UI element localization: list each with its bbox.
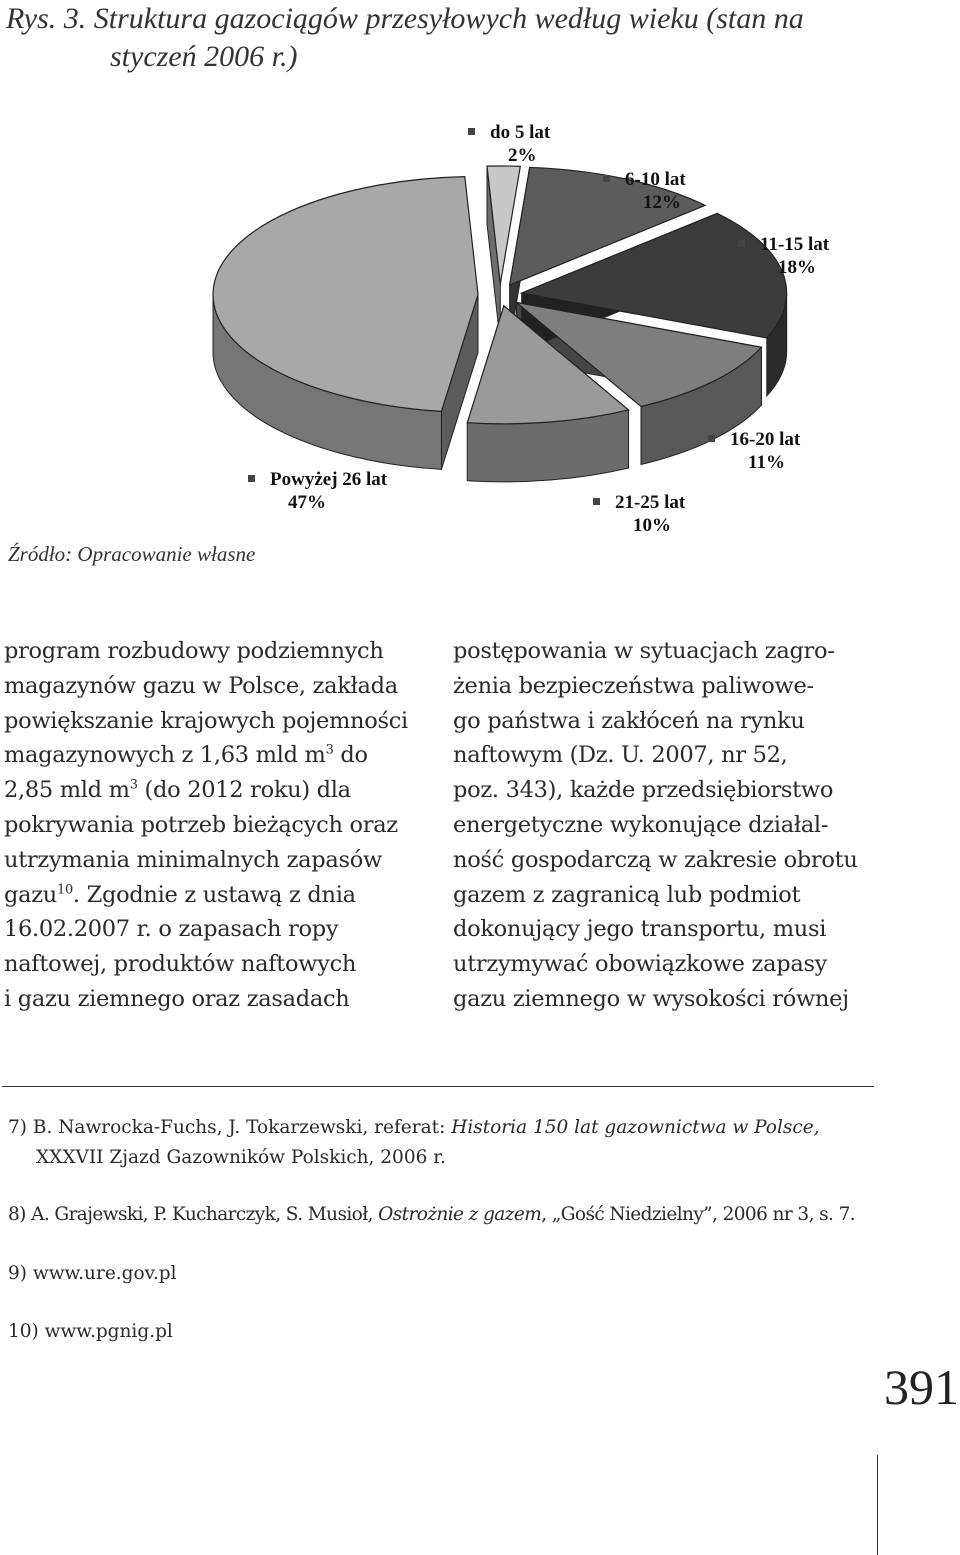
- pie-label-name: 16-20 lat: [730, 429, 801, 450]
- footnote-separator: [2, 1086, 874, 1087]
- margin-rule: [877, 1455, 878, 1555]
- pie-label-value: 12%: [643, 192, 681, 213]
- text-column-left: [4, 634, 434, 1017]
- body-line: utrzymania minimalnych zapasów: [4, 846, 382, 873]
- pie-label-name: 11-15 lat: [760, 234, 830, 255]
- legend-marker: [708, 435, 715, 442]
- body-line: 16.02.2007 r. o zapasach ropy: [4, 916, 339, 943]
- legend-marker: [248, 475, 255, 482]
- pie-label-name: 6-10 lat: [625, 169, 686, 190]
- pie-label-value: 2%: [508, 145, 537, 166]
- body-line: program rozbudowy podziemnych: [4, 638, 384, 664]
- pie-label-value: 10%: [633, 515, 671, 536]
- body-line: energetyczne wykonujące działal-: [453, 811, 829, 838]
- body-line: magazynów gazu w Polsce, zakłada: [4, 672, 398, 699]
- footnote-8: 8) A. Grajewski, P. Kucharczyk, S. Musioł, Ostrożnie z gazem, „Gość Niedzielny”, 2006 nr 3, s. 7.: [8, 1204, 856, 1225]
- body-line: pokrywania potrzeb bieżących oraz: [4, 811, 398, 838]
- legend-marker: [603, 175, 610, 182]
- caption-line-1: Rys. 3. Struktura gazociągów przesyłowych według wieku (stan na: [6, 2, 804, 35]
- body-line: naftowym (Dz. U. 2007, nr 52,: [453, 742, 788, 769]
- pie-label: [593, 492, 686, 536]
- body-line: i gazu ziemnego oraz zasadach: [4, 985, 350, 1012]
- pie-label: [468, 122, 551, 166]
- source-note: Źródło: Opracowanie własne: [8, 542, 256, 566]
- legend-marker: [468, 128, 475, 135]
- legend-marker: [738, 240, 745, 247]
- footnote-ref-10[interactable]: 10: [56, 882, 73, 898]
- pie-label-name: 21-25 lat: [615, 492, 686, 513]
- body-line: żenia bezpieczeństwa paliwowe-: [453, 672, 814, 699]
- body-line: magazynowych z 1,63 mld $m^3$ do: [4, 742, 368, 769]
- body-line: 2,85 mld $m^3$ (do 2012 roku) dla: [4, 777, 351, 804]
- page-number: 391: [884, 1359, 959, 1415]
- figure-caption: [6, 0, 946, 76]
- pie-label: [708, 429, 801, 473]
- footnote-7: 7) B. Nawrocka-Fuchs, J. Tokarzewski, referat: Historia 150 lat gazownictwa w Polsce, XXXVII Zjazd Gazowników Polskich, 2006 r.: [8, 1117, 820, 1168]
- body-line: gazu$^{10}$. Zgodnie z ustawą z dnia: [4, 881, 356, 908]
- body-line: poz. 343), każde przedsiębiorstwo: [453, 777, 834, 804]
- body-line: go państwa i zakłóceń na rynku: [453, 707, 805, 734]
- pie-label-name: do 5 lat: [490, 122, 551, 143]
- body-line: ność gospodarczą w zakresie obrotu: [453, 846, 858, 873]
- body-line: gazu ziemnego w wysokości równej: [453, 985, 849, 1012]
- pie-label: [248, 469, 388, 513]
- body-line: utrzymywać obowiązkowe zapasy: [453, 951, 828, 978]
- body-line: dokonujący jego transportu, musi: [453, 916, 827, 943]
- caption-line-2: styczeń 2006 r.): [110, 40, 298, 73]
- pie-label-name: Powyżej 26 lat: [270, 469, 388, 490]
- legend-marker: [593, 498, 600, 505]
- body-line: postępowania w sytuacjach zagro-: [453, 638, 835, 664]
- pie-label-value: 18%: [778, 257, 816, 278]
- pie-label-value: 47%: [288, 492, 326, 513]
- body-line: gazem z zagranicą lub podmiot: [453, 881, 801, 908]
- text-column-right: [453, 634, 883, 1017]
- footnote-10: 10) www.pgnig.pl: [8, 1321, 173, 1342]
- pie-chart: [150, 110, 850, 550]
- body-line: powiększanie krajowych pojemności: [4, 707, 408, 734]
- pie-label-value: 11%: [748, 452, 785, 473]
- footnote-9: 9) www.ure.gov.pl: [8, 1263, 177, 1284]
- body-line: naftowej, produktów naftowych: [4, 951, 357, 978]
